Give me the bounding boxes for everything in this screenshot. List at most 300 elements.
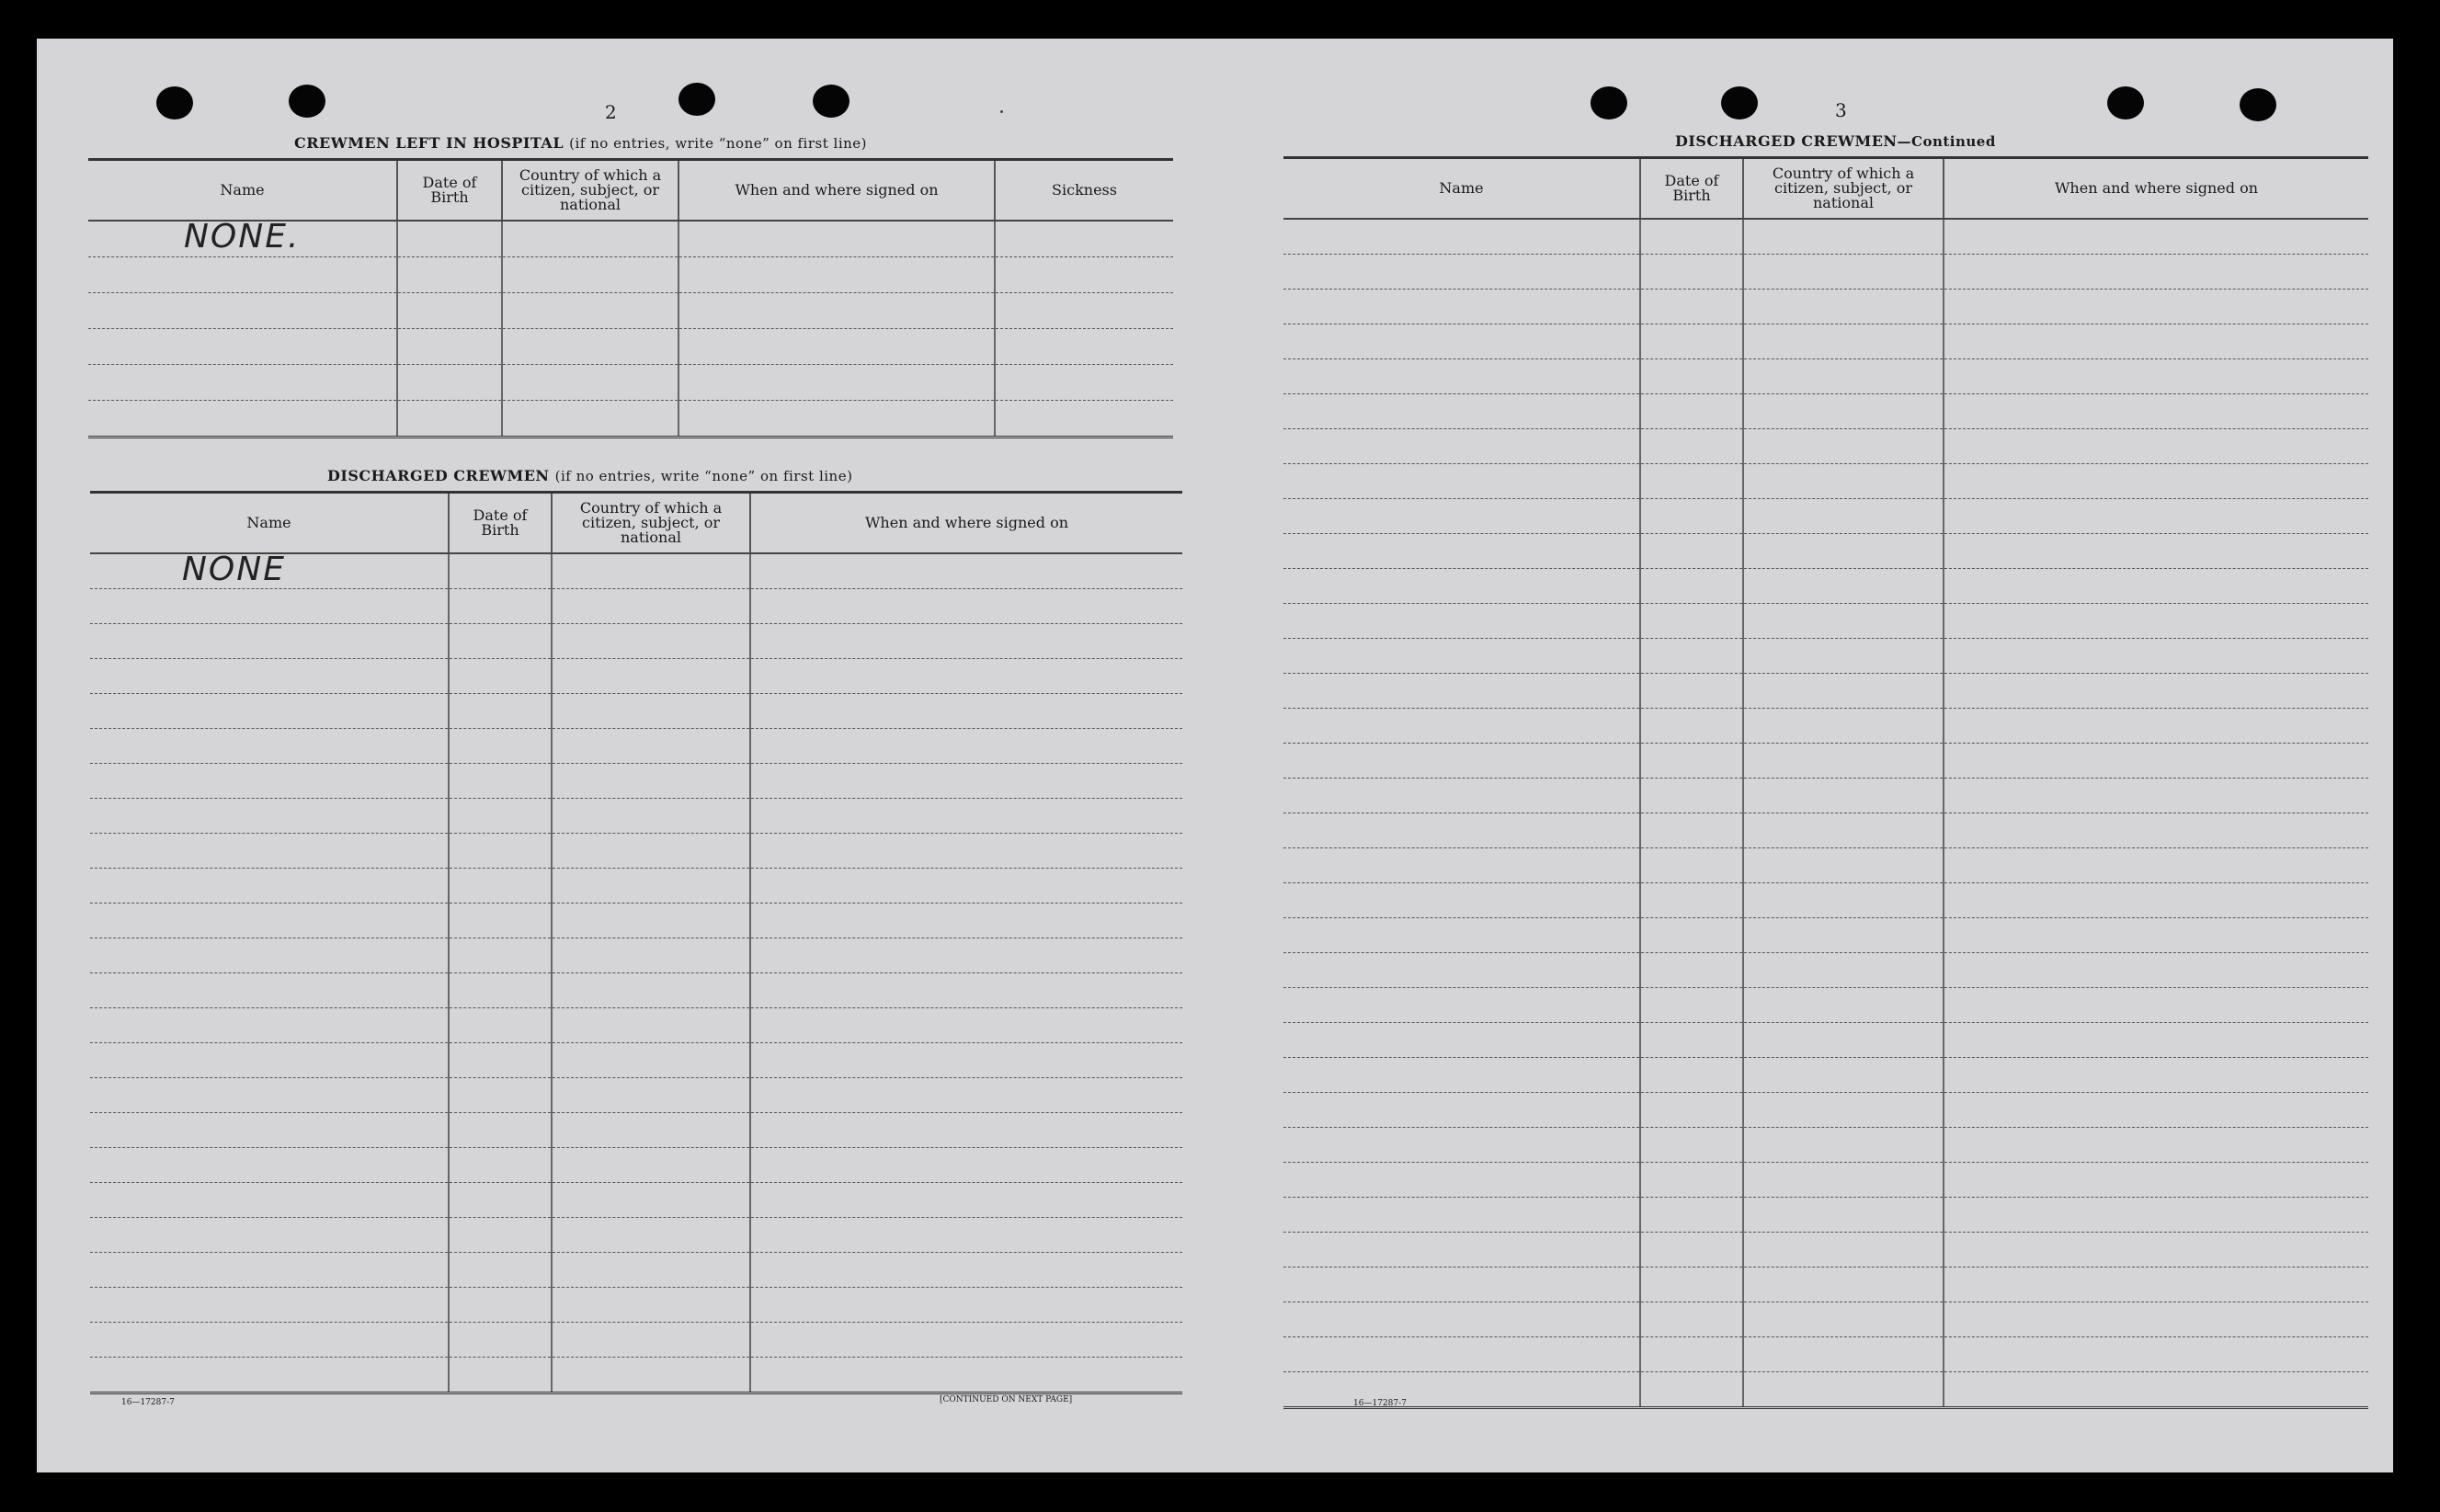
table-cell	[1944, 393, 2368, 428]
table-cell	[552, 1357, 750, 1393]
table-cell	[449, 1077, 552, 1112]
table-row	[1283, 1022, 2368, 1057]
table-cell	[1944, 533, 2368, 568]
table-cell	[90, 972, 449, 1007]
table-cell	[90, 1147, 449, 1182]
table-row	[90, 903, 1182, 938]
table-cell	[1743, 603, 1944, 638]
column-header-name: Name	[90, 493, 449, 553]
table-cell	[1944, 1267, 2368, 1302]
table-cell	[1640, 1092, 1743, 1127]
table-cell	[90, 693, 449, 728]
table-cell	[552, 728, 750, 763]
table-cell	[449, 868, 552, 903]
table-cell	[1944, 1092, 2368, 1127]
table-cell	[397, 328, 502, 364]
table-cell	[1640, 1057, 1743, 1092]
table-cell	[1640, 1127, 1743, 1162]
punch-hole	[289, 85, 325, 118]
table-row	[90, 938, 1182, 972]
table-cell	[397, 400, 502, 437]
hospital-title-text: CREWMEN LEFT IN HOSPITAL	[294, 134, 564, 152]
table-cell	[1640, 987, 1743, 1022]
table-row	[1283, 1302, 2368, 1336]
table-cell	[750, 833, 1182, 868]
table-cell	[750, 868, 1182, 903]
table-row	[1283, 498, 2368, 533]
table-cell	[750, 1252, 1182, 1287]
table-row	[1283, 393, 2368, 428]
table-row	[90, 1042, 1182, 1077]
form-number: 16—17287-7	[1353, 1399, 1407, 1408]
table-cell	[552, 1042, 750, 1077]
table-cell	[449, 1252, 552, 1287]
table-cell	[1944, 743, 2368, 778]
table-cell	[502, 292, 678, 328]
table-cell	[1640, 813, 1743, 847]
table-cell	[1944, 1197, 2368, 1232]
discharged-continued-title-text: DISCHARGED CREWMEN	[1675, 132, 1898, 150]
table-cell	[1640, 1336, 1743, 1371]
table-cell	[90, 1287, 449, 1322]
table-row	[1283, 673, 2368, 708]
hospital-table	[88, 158, 1173, 438]
table-cell	[1743, 324, 1944, 358]
table-cell	[1640, 533, 1743, 568]
table-row	[1283, 987, 2368, 1022]
table-cell	[750, 1182, 1182, 1217]
table-cell	[750, 972, 1182, 1007]
table-cell	[502, 364, 678, 400]
table-cell	[1944, 358, 2368, 393]
left-page	[37, 39, 1215, 1472]
table-cell	[552, 1147, 750, 1182]
table-cell	[552, 623, 750, 658]
table-cell	[1944, 1302, 2368, 1336]
table-cell	[502, 400, 678, 437]
table-cell	[1640, 324, 1743, 358]
table-cell	[1283, 882, 1640, 917]
table-cell	[1640, 1197, 1743, 1232]
table-cell	[1640, 638, 1743, 673]
table-cell	[1743, 393, 1944, 428]
punch-hole	[1721, 86, 1758, 119]
table-cell	[449, 693, 552, 728]
table-cell	[1944, 289, 2368, 324]
table-cell	[1640, 358, 1743, 393]
table-cell	[1944, 428, 2368, 463]
punch-hole	[2240, 88, 2276, 121]
table-cell	[449, 972, 552, 1007]
table-cell	[1743, 1371, 1944, 1407]
table-cell	[1283, 498, 1640, 533]
table-cell	[449, 1007, 552, 1042]
column-header-date-of-birth: Date of Birth	[1640, 158, 1743, 219]
table-row	[90, 728, 1182, 763]
table-row	[90, 588, 1182, 623]
table-row	[1283, 638, 2368, 673]
right-page	[1215, 39, 2393, 1472]
table-cell	[1283, 603, 1640, 638]
table-cell	[552, 903, 750, 938]
continued-suffix: —Continued	[1897, 133, 1996, 150]
table-cell	[552, 1252, 750, 1287]
table-cell	[1944, 882, 2368, 917]
table-cell	[449, 1112, 552, 1147]
table-row	[1283, 1267, 2368, 1302]
table-cell	[449, 623, 552, 658]
table-cell	[1743, 428, 1944, 463]
column-header-signed-on: When and where signed on	[1944, 158, 2368, 219]
table-cell	[397, 256, 502, 292]
table-cell	[1640, 254, 1743, 289]
table-cell	[90, 1217, 449, 1252]
table-cell	[750, 1357, 1182, 1393]
table-cell	[750, 553, 1182, 589]
table-cell	[90, 833, 449, 868]
table-cell	[90, 1182, 449, 1217]
table-row	[90, 1357, 1182, 1393]
table-cell	[90, 1007, 449, 1042]
table-cell	[1944, 463, 2368, 498]
table-row	[1283, 1232, 2368, 1267]
table-cell	[1743, 708, 1944, 743]
table-cell	[90, 1252, 449, 1287]
column-header-signed-on: When and where signed on	[750, 493, 1182, 553]
table-cell	[1743, 1057, 1944, 1092]
table-cell	[1743, 219, 1944, 255]
table-cell	[1283, 743, 1640, 778]
table-cell	[449, 1042, 552, 1077]
table-cell	[449, 1322, 552, 1357]
table-cell	[1743, 568, 1944, 603]
table-cell	[1283, 778, 1640, 813]
punch-hole	[678, 83, 715, 116]
table-row	[1283, 778, 2368, 813]
table-cell	[1640, 1267, 1743, 1302]
table-cell	[552, 1077, 750, 1112]
page-number: 2	[605, 101, 617, 123]
table-cell	[397, 292, 502, 328]
table-row	[90, 1007, 1182, 1042]
table-row	[1283, 463, 2368, 498]
form-number: 16—17287-7	[121, 1398, 175, 1407]
table-row	[1283, 603, 2368, 638]
table-cell	[1743, 254, 1944, 289]
table-cell	[449, 833, 552, 868]
table-cell	[750, 1007, 1182, 1042]
table-cell	[995, 328, 1173, 364]
table-row	[90, 798, 1182, 833]
table-row	[1283, 1057, 2368, 1092]
table-cell	[1743, 1232, 1944, 1267]
column-header-name: Name	[88, 160, 397, 221]
table-cell	[552, 833, 750, 868]
table-cell	[397, 364, 502, 400]
table-cell	[1640, 463, 1743, 498]
table-cell	[1743, 533, 1944, 568]
table-cell	[1283, 428, 1640, 463]
continued-note: [CONTINUED ON NEXT PAGE]	[940, 1395, 1073, 1404]
table-cell	[1640, 1162, 1743, 1197]
table-cell	[1283, 1057, 1640, 1092]
table-cell	[1743, 743, 1944, 778]
table-cell	[1640, 882, 1743, 917]
table-cell	[1944, 254, 2368, 289]
table-row	[1283, 882, 2368, 917]
table-row	[90, 1182, 1182, 1217]
table-row	[90, 1147, 1182, 1182]
table-row	[1283, 1371, 2368, 1407]
table-row	[1283, 428, 2368, 463]
table-cell	[1640, 847, 1743, 882]
table-cell	[1283, 952, 1640, 987]
table-cell	[1283, 1092, 1640, 1127]
table-row	[1283, 1336, 2368, 1371]
table-cell	[1944, 498, 2368, 533]
table-cell	[1640, 952, 1743, 987]
table-cell	[995, 221, 1173, 257]
table-cell	[88, 256, 397, 292]
name-cell	[90, 550, 449, 589]
table-cell	[90, 1357, 449, 1393]
table-row	[90, 1217, 1182, 1252]
document-sheet	[37, 39, 2393, 1472]
table-cell	[750, 728, 1182, 763]
table-cell	[678, 256, 995, 292]
table-cell	[90, 1322, 449, 1357]
punch-hole	[1591, 86, 1627, 119]
table-row	[90, 623, 1182, 658]
table-row	[90, 868, 1182, 903]
table-cell	[90, 623, 449, 658]
table-row	[1283, 847, 2368, 882]
table-cell	[1640, 1302, 1743, 1336]
table-cell	[1640, 393, 1743, 428]
discharged-title-note: (if no entries, write “none” on first line)	[554, 468, 853, 484]
handwritten-entry: NONE	[182, 550, 286, 588]
column-header-country: Country of which a citizen, subject, or national	[502, 160, 678, 221]
table-cell	[1640, 778, 1743, 813]
table-cell	[90, 588, 449, 623]
table-cell	[1944, 813, 2368, 847]
table-cell	[449, 1182, 552, 1217]
table-row	[1283, 708, 2368, 743]
table-cell	[1640, 673, 1743, 708]
table-cell	[1743, 917, 1944, 952]
table-row	[90, 693, 1182, 728]
column-header-signed-on: When and where signed on	[678, 160, 995, 221]
table-cell	[1743, 987, 1944, 1022]
table-cell	[750, 938, 1182, 972]
table-cell	[552, 1007, 750, 1042]
table-cell	[1743, 813, 1944, 847]
table-cell	[678, 328, 995, 364]
table-cell	[1743, 1092, 1944, 1127]
table-cell	[1944, 778, 2368, 813]
table-cell	[552, 868, 750, 903]
table-cell	[88, 328, 397, 364]
table-cell	[678, 221, 995, 257]
table-cell	[1743, 778, 1944, 813]
table-cell	[1640, 603, 1743, 638]
table-row	[90, 658, 1182, 693]
table-cell	[750, 1322, 1182, 1357]
column-header-country: Country of which a citizen, subject, or national	[552, 493, 750, 553]
table-cell	[1743, 847, 1944, 882]
table-cell	[552, 693, 750, 728]
table-cell	[90, 763, 449, 798]
table-cell	[88, 400, 397, 437]
table-cell	[1944, 917, 2368, 952]
table-cell	[995, 292, 1173, 328]
table-cell	[1743, 1127, 1944, 1162]
table-cell	[90, 1042, 449, 1077]
table-cell	[1640, 708, 1743, 743]
table-cell	[449, 1147, 552, 1182]
table-row	[88, 256, 1173, 292]
table-cell	[449, 588, 552, 623]
table-cell	[90, 728, 449, 763]
table-cell	[552, 1322, 750, 1357]
handwritten-entry: NONE.	[184, 217, 301, 256]
ink-speck	[1000, 110, 1003, 113]
table-row	[90, 1322, 1182, 1357]
table-cell	[678, 292, 995, 328]
table-row	[90, 833, 1182, 868]
discharged-continued-title	[1675, 132, 1996, 150]
column-header-country: Country of which a citizen, subject, or national	[1743, 158, 1944, 219]
table-cell	[1944, 568, 2368, 603]
table-row	[90, 1252, 1182, 1287]
table-cell	[552, 763, 750, 798]
table-cell	[1944, 1162, 2368, 1197]
table-cell	[1283, 254, 1640, 289]
table-cell	[1640, 568, 1743, 603]
table-cell	[1944, 1336, 2368, 1371]
table-row	[1283, 289, 2368, 324]
table-cell	[1640, 428, 1743, 463]
table-cell	[1944, 1057, 2368, 1092]
table-cell	[1743, 638, 1944, 673]
table-cell	[1743, 1162, 1944, 1197]
table-cell	[449, 553, 552, 589]
table-row	[88, 221, 1173, 257]
table-cell	[449, 728, 552, 763]
table-cell	[1283, 358, 1640, 393]
table-row	[90, 1287, 1182, 1322]
table-cell	[449, 658, 552, 693]
table-cell	[750, 903, 1182, 938]
table-cell	[88, 292, 397, 328]
table-cell	[1283, 638, 1640, 673]
table-cell	[1283, 847, 1640, 882]
table-cell	[1944, 1022, 2368, 1057]
table-cell	[1283, 1232, 1640, 1267]
table-cell	[750, 763, 1182, 798]
table-cell	[90, 658, 449, 693]
hospital-section-title	[294, 134, 867, 152]
table-cell	[1743, 1022, 1944, 1057]
table-cell	[1944, 324, 2368, 358]
column-header-date-of-birth: Date of Birth	[449, 493, 552, 553]
table-cell	[1743, 1267, 1944, 1302]
table-cell	[449, 1287, 552, 1322]
table-cell	[552, 588, 750, 623]
table-cell	[552, 938, 750, 972]
table-cell	[90, 1077, 449, 1112]
table-cell	[1944, 1127, 2368, 1162]
table-cell	[90, 903, 449, 938]
table-cell	[1944, 847, 2368, 882]
table-cell	[995, 364, 1173, 400]
table-cell	[1283, 1127, 1640, 1162]
table-cell	[449, 1357, 552, 1393]
table-cell	[1944, 987, 2368, 1022]
table-cell	[1743, 289, 1944, 324]
table-cell	[1944, 673, 2368, 708]
table-cell	[1283, 1197, 1640, 1232]
table-cell	[449, 938, 552, 972]
table-cell	[1283, 568, 1640, 603]
table-cell	[1743, 882, 1944, 917]
table-row	[88, 292, 1173, 328]
table-row	[1283, 324, 2368, 358]
table-cell	[750, 1287, 1182, 1322]
table-row	[1283, 1092, 2368, 1127]
table-cell	[1743, 498, 1944, 533]
table-row	[90, 553, 1182, 589]
table-cell	[1283, 219, 1640, 255]
table-cell	[1283, 1267, 1640, 1302]
table-cell	[449, 903, 552, 938]
table-cell	[1640, 498, 1743, 533]
table-cell	[1283, 1022, 1640, 1057]
table-row	[1283, 533, 2368, 568]
table-row	[90, 763, 1182, 798]
table-cell	[1283, 813, 1640, 847]
table-cell	[552, 798, 750, 833]
table-cell	[1743, 1336, 1944, 1371]
table-row	[90, 1112, 1182, 1147]
table-cell	[1944, 1232, 2368, 1267]
table-cell	[449, 763, 552, 798]
table-cell	[1640, 289, 1743, 324]
table-cell	[552, 658, 750, 693]
table-row	[88, 400, 1173, 437]
table-cell	[750, 1217, 1182, 1252]
hospital-title-note: (if no entries, write “none” on first line)	[569, 135, 867, 152]
table-cell	[1283, 393, 1640, 428]
table-cell	[750, 798, 1182, 833]
column-header-name: Name	[1283, 158, 1640, 219]
table-cell	[1944, 952, 2368, 987]
table-cell	[1283, 463, 1640, 498]
table-cell	[1743, 463, 1944, 498]
table-row	[1283, 254, 2368, 289]
table-row	[1283, 917, 2368, 952]
table-cell	[90, 1112, 449, 1147]
table-cell	[1944, 603, 2368, 638]
table-cell	[1944, 638, 2368, 673]
table-cell	[552, 1287, 750, 1322]
table-cell	[1743, 952, 1944, 987]
table-cell	[552, 553, 750, 589]
table-cell	[1283, 533, 1640, 568]
table-cell	[750, 1077, 1182, 1112]
table-cell	[552, 1112, 750, 1147]
table-cell	[1944, 219, 2368, 255]
